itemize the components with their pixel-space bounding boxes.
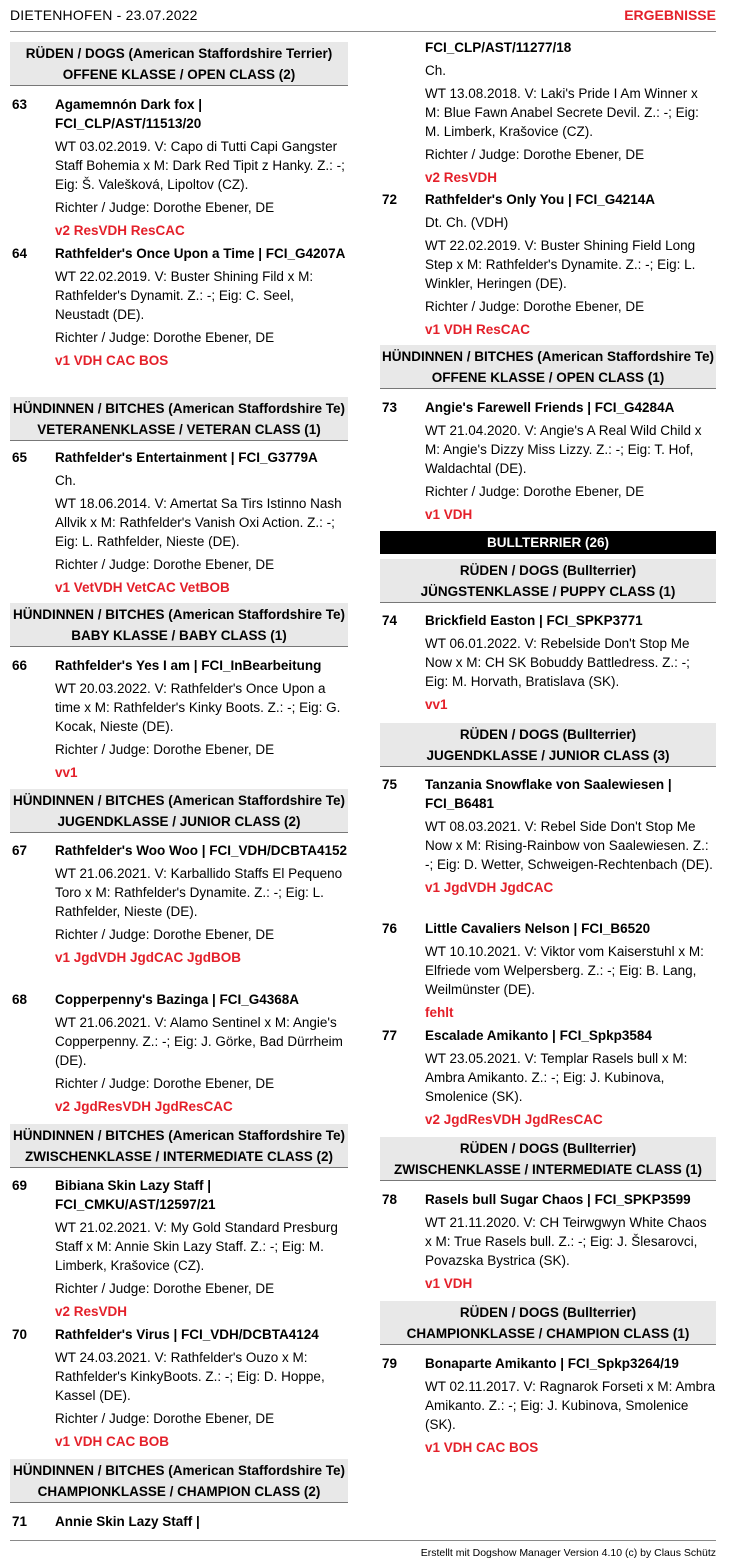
result: v2 JgdResVDH JgdResCAC	[425, 1112, 603, 1127]
dog-name: Escalade Amikanto | FCI_Spkp3584	[425, 1028, 652, 1043]
result: v1 JgdVDH JgdCAC	[425, 880, 554, 895]
dog-name: Rathfelder's Once Upon a Time | FCI_G4207A	[55, 246, 346, 261]
catalog-number: 69	[12, 1178, 28, 1193]
entry-68	[10, 990, 348, 1116]
dog-name: Rathfelder's Yes I am | FCI_InBearbeitung	[55, 658, 322, 673]
result: v1 JgdVDH JgdCAC JgdBOB	[55, 950, 242, 965]
dog-info: WT 22.02.2019. V: Buster Shining Field Long Step x M: Rathfelder's Dynamite. Z.: -; Eig: L. Winkler, Heringen (DE).	[425, 238, 696, 291]
result: v1 VetVDH VetCAC VetBOB	[55, 580, 230, 595]
class-header-breed: HÜNDINNEN / BITCHES (American Staffordshire Te)	[381, 349, 715, 364]
judge: Richter / Judge: Dorothe Ebener, DE	[55, 200, 275, 215]
result: v1 VDH	[425, 507, 473, 522]
class-header-breed: HÜNDINNEN / BITCHES (American Staffordshire Te)	[12, 793, 346, 808]
dog-info: WT 06.01.2022. V: Rebelside Don't Stop Me Now x M: CH SK Bobuddy Battledress. Z.: -; Eig: M. Horvath, Bratislava (SK).	[425, 636, 690, 689]
class-header-breed: RÜDEN / DOGS (Bullterrier)	[459, 563, 637, 578]
dog-title: Dt. Ch. (VDH)	[425, 215, 509, 230]
entry-74	[380, 611, 716, 714]
class-header-class: BABY KLASSE / BABY CLASS (1)	[71, 628, 287, 643]
class-header-class: JÜNGSTENKLASSE / PUPPY CLASS (1)	[420, 584, 676, 599]
class-header	[10, 789, 348, 833]
catalog-number: 67	[12, 843, 28, 858]
dog-name: Little Cavaliers Nelson | FCI_B6520	[425, 921, 651, 936]
class-header-breed: RÜDEN / DOGS (Bullterrier)	[459, 727, 637, 742]
class-header-class: JUGENDKLASSE / JUNIOR CLASS (3)	[426, 748, 670, 763]
class-header	[380, 345, 716, 389]
class-header	[10, 1459, 348, 1503]
dog-name: FCI_CLP/AST/11277/18	[425, 40, 572, 55]
class-header	[380, 1301, 716, 1345]
catalog-number: 68	[12, 992, 28, 1007]
result: vv1	[425, 697, 448, 712]
class-header-class: OFFENE KLASSE / OPEN CLASS (1)	[431, 370, 665, 385]
result: v2 ResVDH	[55, 1304, 128, 1319]
dog-name: Rathfelder's Entertainment | FCI_G3779A	[55, 450, 318, 465]
class-header-breed: HÜNDINNEN / BITCHES (American Staffordshire Te)	[12, 1463, 346, 1478]
catalog-number: 71	[12, 1514, 28, 1529]
class-header	[380, 1137, 716, 1181]
entry-73	[380, 398, 716, 524]
catalog-number: 73	[382, 400, 398, 415]
catalog-number: 66	[12, 658, 28, 673]
entry-71	[10, 1512, 348, 1535]
entry-63	[10, 95, 348, 240]
dog-info: WT 21.06.2021. V: Alamo Sentinel x M: Angie's Copperpenny. Z.: -; Eig: J. Görke, Bad Dürrheim (DE).	[55, 1015, 343, 1068]
dog-info: WT 24.03.2021. V: Rathfelder's Ouzo x M: Rathfelder's KinkyBoots. Z.: -; Eig: D. Hoppe, Kassel (DE).	[55, 1350, 325, 1403]
entry-79	[380, 1354, 716, 1457]
judge: Richter / Judge: Dorothe Ebener, DE	[425, 299, 645, 314]
page-footer	[10, 1540, 716, 1565]
class-header-class: CHAMPIONKLASSE / CHAMPION CLASS (1)	[406, 1326, 690, 1341]
class-header-class: JUGENDKLASSE / JUNIOR CLASS (2)	[57, 814, 301, 829]
dog-info: WT 02.11.2017. V: Ragnarok Forseti x M: Ambra Amikanto. Z.: -; Eig: J. Kubinova, Smolenice (SK).	[425, 1379, 716, 1432]
dog-info: WT 21.02.2021. V: My Gold Standard Presburg Staff x M: Annie Skin Lazy Staff. Z.: -; Eig: M. Limberk, Krašovice (CZ).	[55, 1220, 338, 1273]
class-header-class: CHAMPIONKLASSE / CHAMPION CLASS (2)	[37, 1484, 321, 1499]
class-header-breed: HÜNDINNEN / BITCHES (American Staffordshire Te)	[12, 401, 346, 416]
entry-66	[10, 656, 348, 782]
dog-info: WT 21.11.2020. V: CH Teirwgwyn White Chaos x M: True Rasels bull. Z.: -; Eig: J. Šlesarovci, Povazska Bystrica (SK).	[425, 1215, 707, 1268]
class-header	[380, 723, 716, 767]
catalog-number: 79	[382, 1356, 398, 1371]
class-header	[380, 559, 716, 603]
result: v2 ResVDH	[425, 170, 498, 185]
dog-title: Ch.	[425, 63, 447, 78]
dog-info: WT 13.08.2018. V: Laki's Pride I Am Winner x M: Blue Fawn Anabel Secrete Devil. Z.: -; Eig: M. Limberk, Krašovice (CZ).	[425, 86, 699, 139]
class-header-breed: RÜDEN / DOGS (Bullterrier)	[459, 1305, 637, 1320]
catalog-number: 75	[382, 777, 398, 792]
judge: Richter / Judge: Dorothe Ebener, DE	[55, 927, 275, 942]
judge: Richter / Judge: Dorothe Ebener, DE	[55, 742, 275, 757]
class-header-class: OFFENE KLASSE / OPEN CLASS (2)	[62, 67, 296, 82]
dog-name: Rasels bull Sugar Chaos | FCI_SPKP3599	[425, 1192, 691, 1207]
catalog-number: 70	[12, 1327, 28, 1342]
result: v1 VDH	[425, 1276, 473, 1291]
dog-info: WT 20.03.2022. V: Rathfelder's Once Upon a time x M: Rathfelder's Kinky Boots. Z.: -; Eig: G. Kocak, Nieste (DE).	[55, 681, 341, 734]
catalog-number: 77	[382, 1028, 398, 1043]
results-label: ERGEBNISSE	[624, 7, 716, 23]
entry-71-continued	[380, 38, 716, 187]
class-header	[10, 1124, 348, 1168]
entry-72	[380, 190, 716, 339]
dog-name: Rathfelder's Virus | FCI_VDH/DCBTA4124	[55, 1327, 319, 1342]
catalog-number: 64	[12, 246, 28, 261]
dog-info: WT 22.02.2019. V: Buster Shining Fild x M: Rathfelder's Dynamit. Z.: -; Eig: C. Seel, Neustadt (DE).	[55, 269, 314, 322]
dog-name: Angie's Farewell Friends | FCI_G4284A	[425, 400, 675, 415]
class-header-breed: HÜNDINNEN / BITCHES (American Staffordshire Te)	[12, 607, 346, 622]
class-header-breed: HÜNDINNEN / BITCHES (American Staffordshire Te)	[12, 1128, 346, 1143]
dog-name: Tanzania Snowflake von Saalewiesen | FCI_B6481	[425, 777, 672, 811]
dog-name: Rathfelder's Woo Woo | FCI_VDH/DCBTA4152	[55, 843, 348, 858]
dog-name: Bonaparte Amikanto | FCI_Spkp3264/19	[425, 1356, 679, 1371]
entry-65	[10, 448, 348, 597]
entry-78	[380, 1190, 716, 1293]
catalog-number: 72	[382, 192, 398, 207]
page-header	[10, 5, 716, 32]
result: fehlt	[425, 1005, 454, 1020]
catalog-number: 76	[382, 921, 398, 936]
dog-name: Agamemnón Dark fox | FCI_CLP/AST/11513/20	[55, 97, 203, 131]
judge: Richter / Judge: Dorothe Ebener, DE	[425, 147, 645, 162]
result: v2 ResVDH ResCAC	[55, 223, 185, 238]
dog-info: WT 10.10.2021. V: Viktor vom Kaiserstuhl x M: Elfriede vom Welpersberg. Z.: -; Eig: B. Lang, Weilmünster (DE).	[425, 944, 704, 997]
entry-76	[380, 919, 716, 1022]
dog-info: WT 08.03.2021. V: Rebel Side Don't Stop Me Now x M: Rising-Rainbow von Saalewiesen. Z.: -; Eig: D. Wetter, Schweigen-Rechtenbach (DE).	[425, 819, 713, 872]
event-title: DIETENHOFEN - 23.07.2022	[10, 7, 198, 23]
entry-70	[10, 1325, 348, 1451]
entry-64	[10, 244, 348, 370]
entry-67	[10, 841, 348, 967]
judge: Richter / Judge: Dorothe Ebener, DE	[55, 557, 275, 572]
dog-name: Rathfelder's Only You | FCI_G4214A	[425, 192, 656, 207]
entry-69	[10, 1176, 348, 1321]
entry-77	[380, 1026, 716, 1129]
dog-info: WT 21.06.2021. V: Karballido Staffs El Pequeno Toro x M: Rathfelder's Dynamite. Z.: -; Eig: L. Rathfelder, Nieste (DE).	[55, 866, 343, 919]
result: v1 VDH CAC BOS	[55, 353, 169, 368]
catalog-number: 65	[12, 450, 28, 465]
catalog-number: 78	[382, 1192, 398, 1207]
class-header-breed: RÜDEN / DOGS (Bullterrier)	[459, 1141, 637, 1156]
class-header	[10, 397, 348, 441]
dog-name: Copperpenny's Bazinga | FCI_G4368A	[55, 992, 300, 1007]
catalog-number: 74	[382, 613, 398, 628]
breed-title: BULLTERRIER (26)	[486, 535, 609, 550]
judge: Richter / Judge: Dorothe Ebener, DE	[55, 1411, 275, 1426]
judge: Richter / Judge: Dorothe Ebener, DE	[55, 330, 275, 345]
dog-info: WT 23.05.2021. V: Templar Rasels bull x M: Ambra Amikanto. Z.: -; Eig: J. Kubinova, Smolenice (SK).	[425, 1051, 688, 1104]
dog-info: WT 18.06.2014. V: Amertat Sa Tirs Istinno Nash Allvik x M: Rathfelder's Vanish Oxi Action. Z.: -; Eig: L. Rathfelder, Nieste (DE).	[55, 496, 342, 549]
result: v1 VDH CAC BOB	[55, 1434, 170, 1449]
class-header	[10, 42, 348, 86]
dog-info: WT 21.04.2020. V: Angie's A Real Wild Child x M: Angie's Dizzy Miss Lizzy. Z.: -; Eig: T. Hof, Waldachtal (DE).	[425, 423, 702, 476]
dog-title: Ch.	[55, 473, 77, 488]
class-header-class: ZWISCHENKLASSE / INTERMEDIATE CLASS (1)	[393, 1162, 702, 1177]
dog-name: Annie Skin Lazy Staff |	[55, 1514, 200, 1529]
class-header-class: VETERANENKLASSE / VETERAN CLASS (1)	[37, 422, 321, 437]
result: vv1	[55, 765, 78, 780]
judge: Richter / Judge: Dorothe Ebener, DE	[425, 484, 645, 499]
result: v2 JgdResVDH JgdResCAC	[55, 1099, 233, 1114]
judge: Richter / Judge: Dorothe Ebener, DE	[55, 1281, 275, 1296]
breed-header	[380, 531, 716, 554]
dog-name: Bibiana Skin Lazy Staff | FCI_CMKU/AST/12597/21	[55, 1178, 216, 1212]
class-header-breed: RÜDEN / DOGS (American Staffordshire Terrier)	[25, 46, 333, 61]
judge: Richter / Judge: Dorothe Ebener, DE	[55, 1076, 275, 1091]
footer-credit: Erstellt mit Dogshow Manager Version 4.10 (c) by Claus Schütz	[420, 1547, 716, 1559]
class-header-class: ZWISCHENKLASSE / INTERMEDIATE CLASS (2)	[24, 1149, 333, 1164]
catalog-number: 63	[12, 97, 28, 112]
class-header	[10, 603, 348, 647]
dog-name: Brickfield Easton | FCI_SPKP3771	[425, 613, 643, 628]
entry-75	[380, 775, 716, 897]
result: v1 VDH ResCAC	[425, 322, 531, 337]
dog-info: WT 03.02.2019. V: Capo di Tutti Capi Gangster Staff Bohemia x M: Dark Red Tipit z Hanky. Z.: -; Eig: Š. Valešková, Lipoltov (CZ).	[55, 139, 345, 192]
result: v1 VDH CAC BOS	[425, 1440, 539, 1455]
